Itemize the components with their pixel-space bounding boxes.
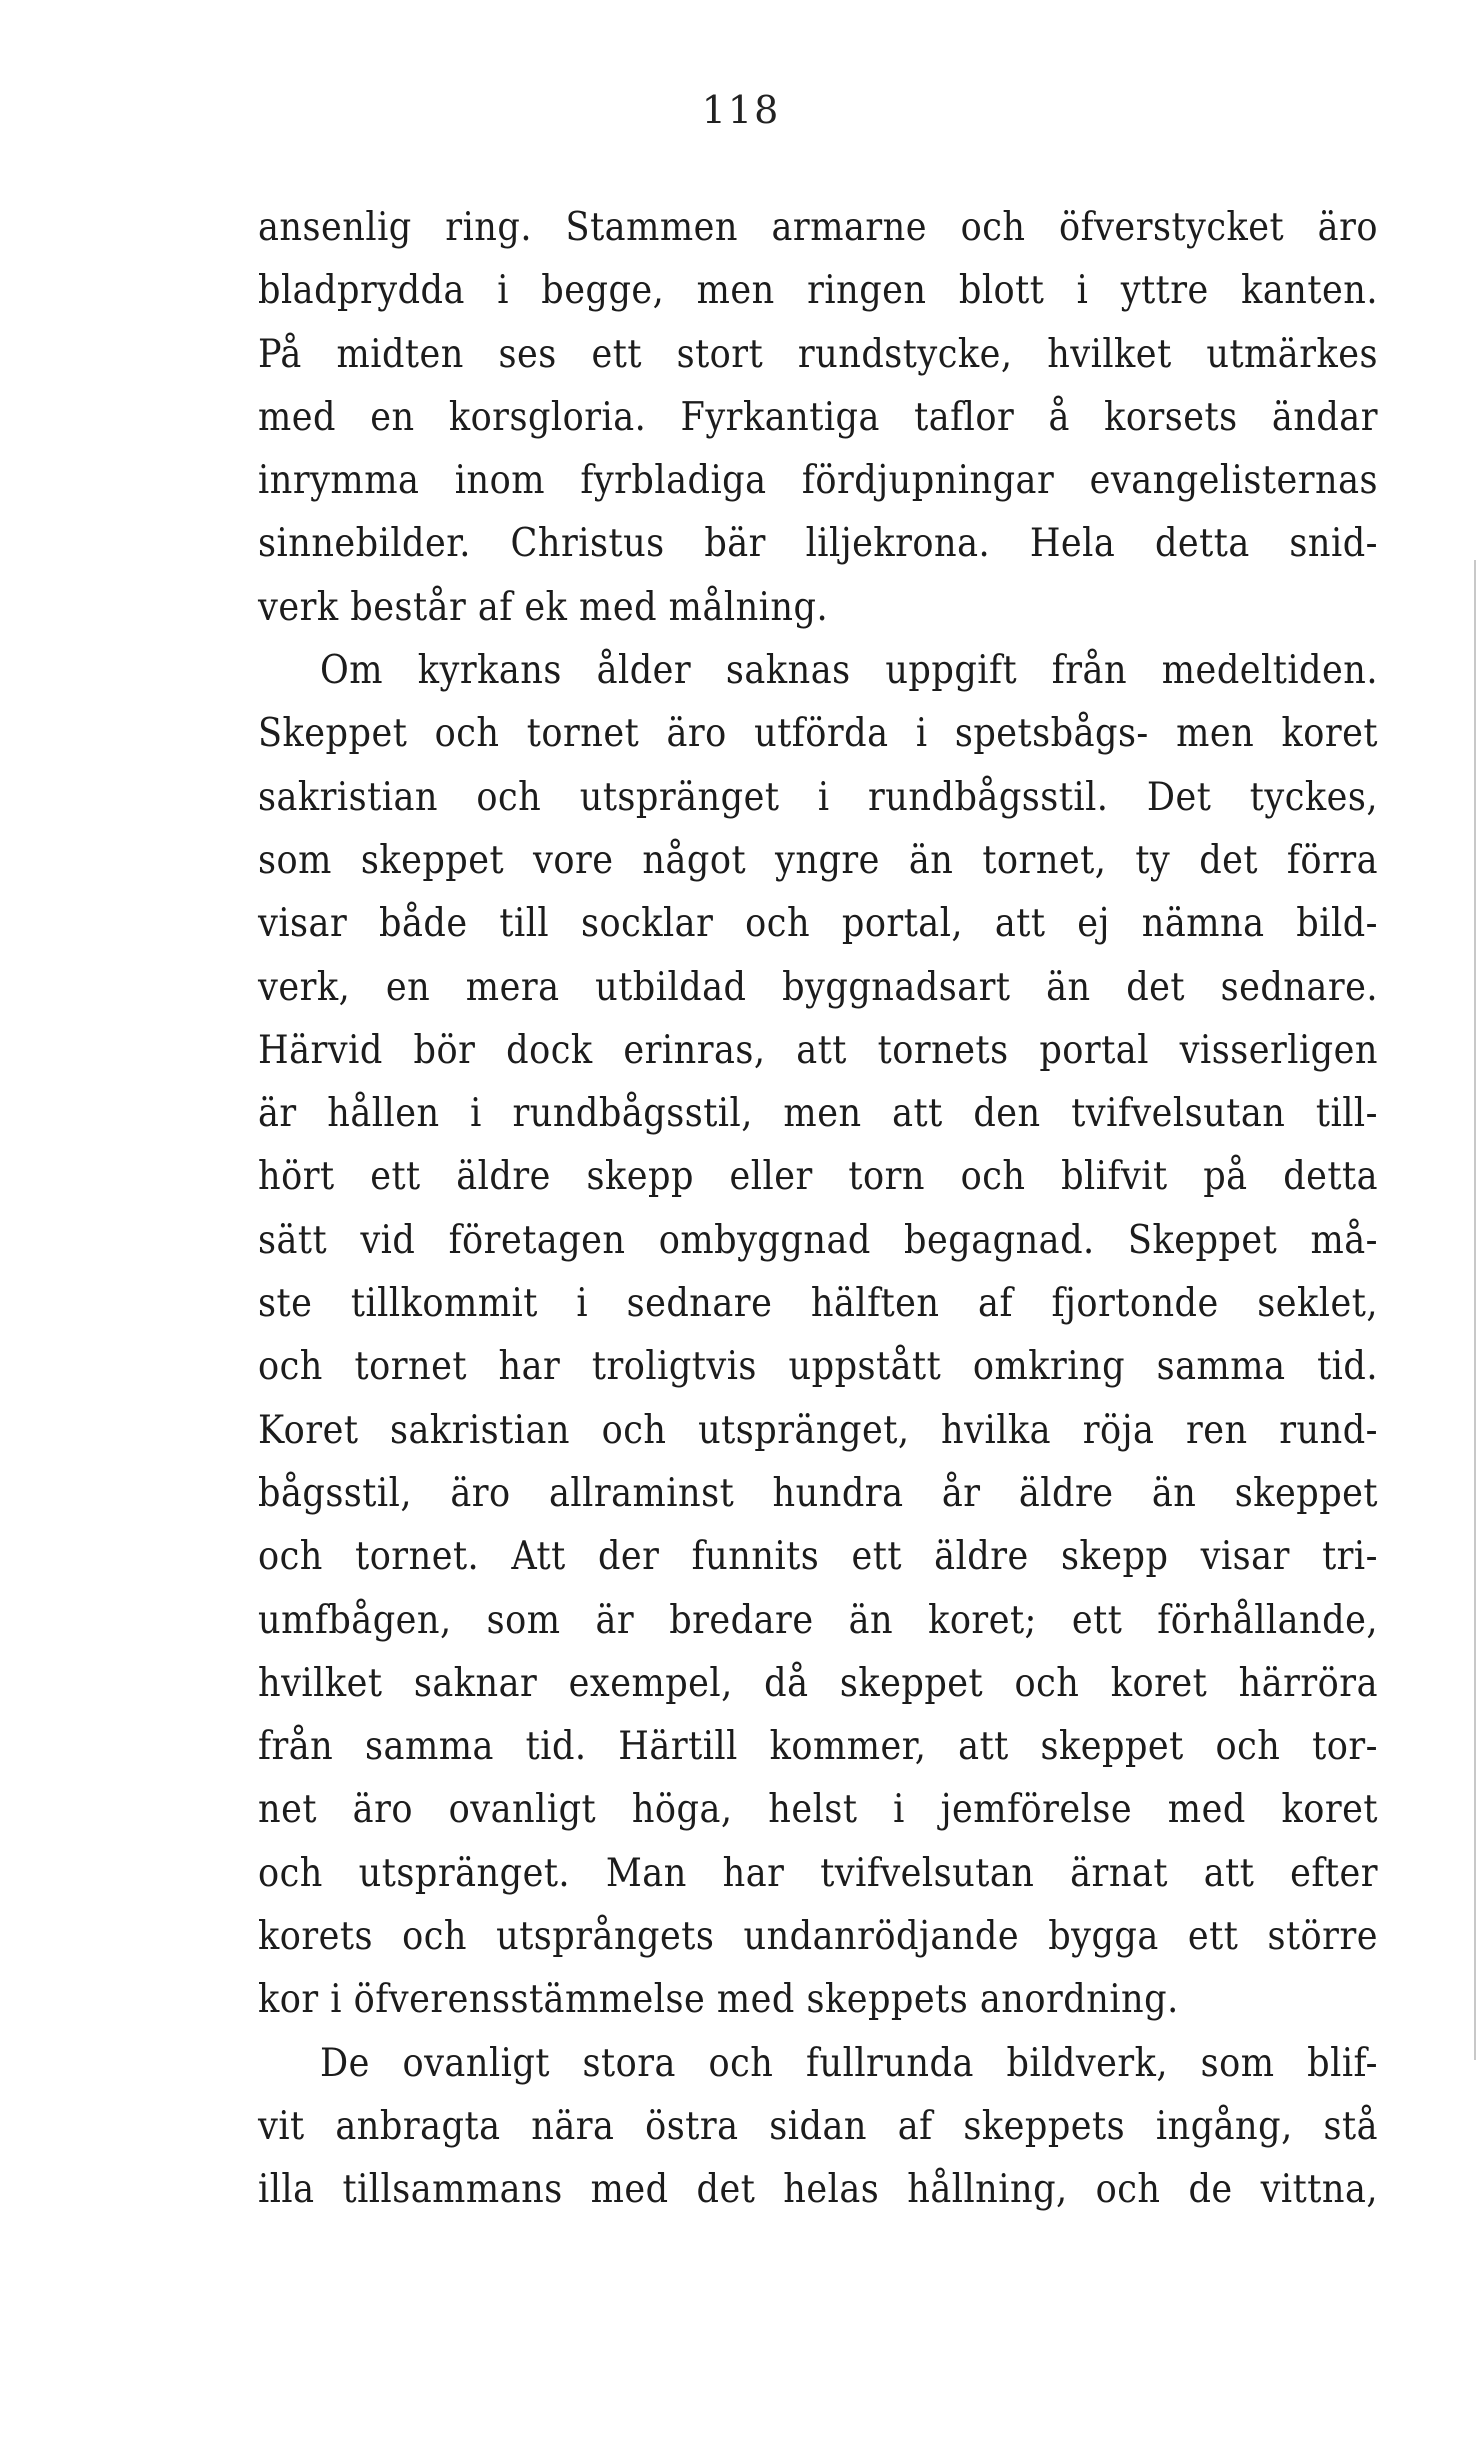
paragraph-start-line: De ovanligt stora och fullrunda bildverk, som blif- <box>320 2040 1378 2086</box>
text-line: verk, en mera utbildad byggnadsart än det sednare. <box>258 964 1378 1010</box>
text-line: bladprydda i begge, men ringen blott i yttre kanten. <box>258 268 1378 314</box>
text-line: På midten ses ett stort rundstycke, hvilket utmärkes <box>258 331 1378 377</box>
text-line: inrymma inom fyrbladiga fördjupningar evangelisternas <box>258 458 1378 504</box>
text-line: ansenlig ring. Stammen armarne och öfverstycket äro <box>258 205 1378 250</box>
text-line: visar både till socklar och portal, att ej nämna bild- <box>258 901 1378 947</box>
text-line: umfbågen, som är bredare än koret; ett förhållande, <box>258 1597 1378 1643</box>
text-line: från samma tid. Härtill kommer, att skeppet och tor- <box>258 1724 1378 1770</box>
text-line: och tornet har troligtvis uppstått omkring samma tid. <box>258 1344 1378 1390</box>
text-line: verk består af ek med målning. <box>258 584 829 630</box>
text-line: ste tillkommit i sednare hälften af fjortonde seklet, <box>258 1281 1378 1327</box>
text-line: och tornet. Att der funnits ett äldre skepp visar tri- <box>258 1534 1378 1580</box>
text-line: Skeppet och tornet äro utförda i spetsbågs- men koret <box>258 711 1378 757</box>
text-line: med en korsgloria. Fyrkantiga taflor å korsets ändar <box>258 394 1378 440</box>
text-line: bågsstil, äro allraminst hundra år äldre än skeppet <box>258 1470 1378 1516</box>
text-line: hört ett äldre skepp eller torn och blifvit på detta <box>258 1154 1378 1200</box>
text-line: Härvid bör dock erinras, att tornets portal visserligen <box>258 1027 1378 1073</box>
text-line: sinnebilder. Christus bär liljekrona. Hela detta snid- <box>258 521 1378 567</box>
text-line: illa tillsammans med det helas hållning, och de vittna, <box>258 2167 1378 2213</box>
body-text <box>258 196 1378 2222</box>
text-line: vit anbragta nära östra sidan af skeppets ingång, stå <box>258 2103 1378 2149</box>
text-line: sätt vid företagen ombyggnad begagnad. Skeppet må- <box>258 1217 1378 1263</box>
text-line: net äro ovanligt höga, helst i jemförelse med koret <box>258 1787 1378 1833</box>
text-line: hvilket saknar exempel, då skeppet och koret härröra <box>258 1660 1378 1706</box>
page-number: 118 <box>701 88 781 132</box>
page-edge-shadow <box>1474 560 1476 2060</box>
text-line: kor i öfverensstämmelse med skeppets anordning. <box>258 1977 1179 2023</box>
text-line: Koret sakristian och utspränget, hvilka röja ren rund- <box>258 1407 1378 1453</box>
paragraph-start-line: Om kyrkans ålder saknas uppgift från medeltiden. <box>320 648 1378 694</box>
text-line: och utspränget. Man har tvifvelsutan ärnat att efter <box>258 1850 1378 1896</box>
text-line: är hållen i rundbågsstil, men att den tvifvelsutan till- <box>258 1091 1378 1137</box>
text-line: korets och utsprångets undanrödjande bygga ett större <box>258 1914 1378 1960</box>
text-line: sakristian och utspränget i rundbågsstil. Det tyckes, <box>258 774 1378 820</box>
text-line: som skeppet vore något yngre än tornet, ty det förra <box>258 837 1378 883</box>
